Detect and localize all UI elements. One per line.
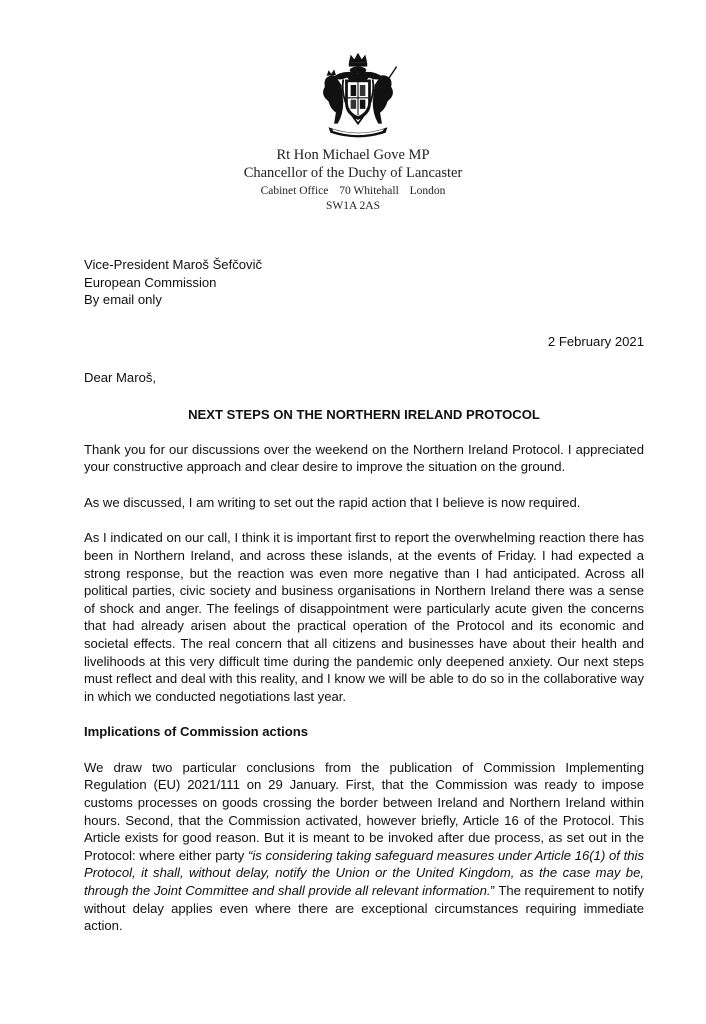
royal-coat-of-arms-icon	[312, 50, 404, 142]
paragraph-1: Thank you for our discussions over the weekend on the Northern Ireland Protocol. I appreciated your constructive approach and clear desire to improve the situation on the ground.	[84, 441, 644, 475]
paragraph-2: As we discussed, I am writing to set out the rapid action that I believe is now required.	[84, 494, 581, 510]
section-heading: Implications of Commission actions	[84, 724, 309, 740]
recipient-organisation: European Commission	[84, 274, 217, 290]
paragraph-4	[84, 759, 644, 935]
paragraph-3: As I indicated on our call, I think it is important first to report the overwhelming reaction there has been in Northern Ireland, and across these islands, at the events of Friday. I had expected a strong response, but the reaction was even more negative than I had anticipated. Across all political parties, civic society and business organisations in Northern Ireland there was a sense of shock and anger. The feelings of disappointment were particularly acute given the concerns that had already arisen about the practical operation of the Protocol and its economic and societal effects. The real concern that all citizens and businesses have about their health and livelihoods at this very difficult time during the pandemic only deepened anxiety. Our next steps must reflect and deal with this reality, and I know we will be able to do so in the collaborative way in which we conducted negotiations last year.	[84, 530, 644, 704]
sender-block	[0, 146, 706, 214]
address-city: London	[409, 185, 446, 197]
letter-body	[84, 256, 644, 935]
salutation: Dear Maroš,	[84, 370, 157, 386]
sender-name: Rt Hon Michael Gove MP	[276, 147, 430, 163]
paragraph-4-end: ” The requirement to notify without delay applies even where there are exceptional circumstances requiring immediate action.	[84, 883, 645, 934]
article-16-quote: “is considering taking safeguard measures under Article 16(1) of this Protocol, it shall, without delay, notify the Union or the United Kingdom, as the case may be, through the Joint Committee and shall provide all relevant information.	[84, 847, 644, 899]
address-street: 70 Whitehall	[339, 185, 399, 197]
paragraph-4-start: We draw two particular conclusions from the publication of Commission Implementing Regulation (EU) 2021/111 on 29 January. First, that the Commission was ready to impose customs processes on goods crossing the border between Ireland and Northern Ireland within hours. Second, that the Commission activated, however briefly, Article 16 of the Protocol. This Article exists for good reason. But it is meant to be invoked after due process, as set out in the Protocol: where either party	[84, 759, 644, 863]
sender-address	[0, 184, 706, 199]
sender-role: Chancellor of the Duchy of Lancaster	[243, 165, 463, 181]
delivery-note: By email only	[84, 292, 162, 308]
sender-postcode: SW1A 2AS	[326, 200, 380, 212]
recipient-name: Vice-President Maroš Šefčovič	[84, 257, 263, 272]
letter-subject: NEXT STEPS ON THE NORTHERN IRELAND PROTOCOL	[188, 406, 540, 422]
address-building: Cabinet Office	[260, 185, 329, 197]
letter-date: 2 February 2021	[547, 333, 644, 349]
recipient-block	[84, 256, 644, 309]
